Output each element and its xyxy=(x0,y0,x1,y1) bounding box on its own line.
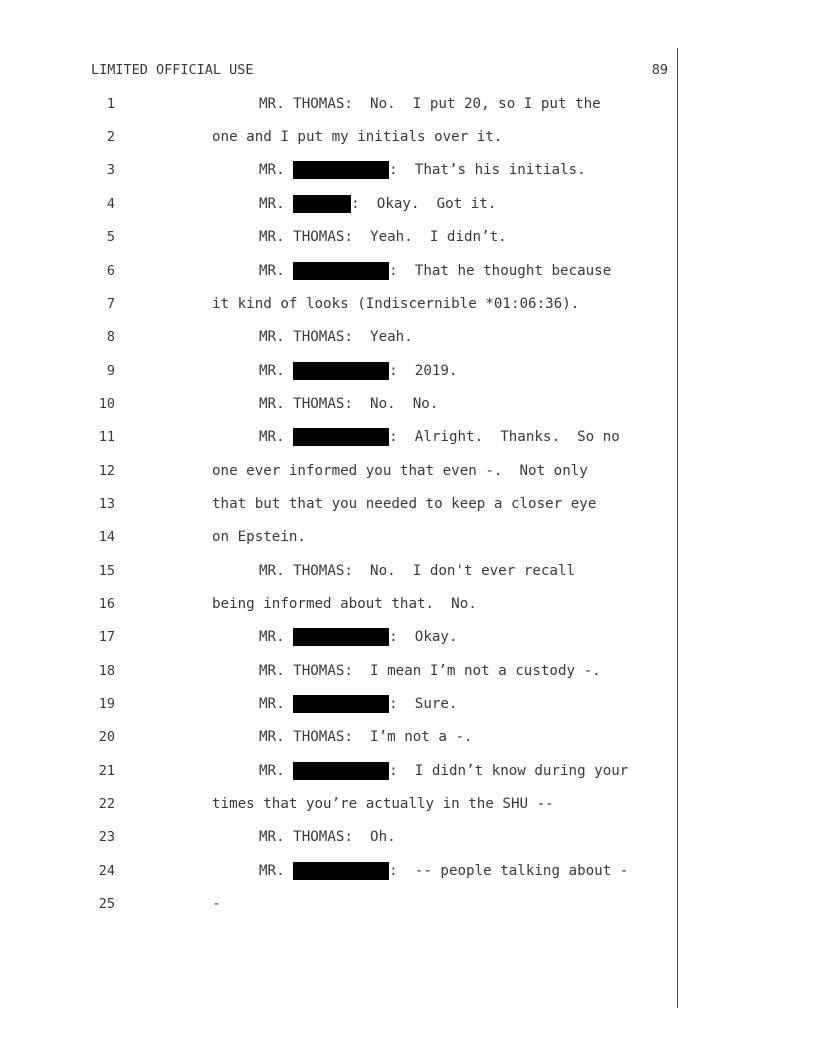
transcript-line xyxy=(212,528,306,546)
line-number: 14 xyxy=(98,529,115,545)
transcript-line xyxy=(212,295,579,313)
line-number: 15 xyxy=(98,563,115,579)
line-text: MR. xyxy=(259,763,294,779)
transcript-line xyxy=(212,495,596,513)
line-text: times that you’re actually in the SHU -- xyxy=(212,796,554,812)
redaction-box xyxy=(293,161,389,179)
line-text: MR. xyxy=(259,363,294,379)
line-text: MR. THOMAS: Oh. xyxy=(259,829,396,845)
line-text: : Okay. xyxy=(389,629,458,645)
transcript-line xyxy=(212,895,221,913)
line-text: : That he thought because xyxy=(389,263,612,279)
transcript-line xyxy=(259,95,601,113)
line-text: : That’s his initials. xyxy=(389,162,586,178)
line-number: 9 xyxy=(106,363,115,379)
transcript-line xyxy=(259,762,628,780)
line-number: 6 xyxy=(106,263,115,279)
transcript-line xyxy=(259,395,438,413)
line-number: 10 xyxy=(98,396,115,412)
line-text: one and I put my initials over it. xyxy=(212,129,503,145)
line-text: on Epstein. xyxy=(212,529,306,545)
transcript-line xyxy=(259,362,458,380)
redaction-box xyxy=(293,862,389,880)
page-header-classification: LIMITED OFFICIAL USE xyxy=(91,62,254,78)
line-number: 21 xyxy=(98,763,115,779)
line-text: MR. THOMAS: Yeah. xyxy=(259,329,413,345)
transcript-line xyxy=(212,462,588,480)
transcript-line xyxy=(212,128,502,146)
line-text: : 2019. xyxy=(389,363,458,379)
line-text: MR. THOMAS: No. I put 20, so I put the xyxy=(259,96,601,112)
line-text: MR. xyxy=(259,629,294,645)
line-number: 13 xyxy=(98,496,115,512)
transcript-line xyxy=(212,795,554,813)
line-number: 2 xyxy=(106,129,115,145)
line-text: MR. THOMAS: I mean I’m not a custody -. xyxy=(259,663,601,679)
line-text: MR. THOMAS: I’m not a -. xyxy=(259,729,473,745)
redaction-box xyxy=(293,762,389,780)
transcript-line xyxy=(259,862,628,880)
transcript-line xyxy=(259,428,620,446)
line-text: being informed about that. No. xyxy=(212,596,477,612)
line-text: it kind of looks (Indiscernible *01:06:36). xyxy=(212,296,580,312)
transcript-line xyxy=(259,195,496,213)
redaction-box xyxy=(293,428,389,446)
transcript-line xyxy=(259,662,601,680)
line-text: MR. xyxy=(259,162,294,178)
line-number: 11 xyxy=(98,429,115,445)
line-text: MR. xyxy=(259,696,294,712)
line-number: 8 xyxy=(106,329,115,345)
line-number: 19 xyxy=(98,696,115,712)
redaction-box xyxy=(293,362,389,380)
line-number: 25 xyxy=(98,896,115,912)
page-number: 89 xyxy=(651,62,668,78)
transcript-line xyxy=(259,228,507,246)
line-text: : -- people talking about - xyxy=(389,863,629,879)
line-text: MR. xyxy=(259,429,294,445)
line-number: 22 xyxy=(98,796,115,812)
line-number: 3 xyxy=(106,162,115,178)
line-number: 24 xyxy=(98,863,115,879)
line-number: 4 xyxy=(106,196,115,212)
line-text: : I didn’t know during your xyxy=(389,763,629,779)
redaction-box xyxy=(293,262,389,280)
transcript-line xyxy=(259,562,575,580)
redaction-box xyxy=(293,695,389,713)
transcript-line xyxy=(212,595,477,613)
line-text: MR. THOMAS: No. I don't ever recall xyxy=(259,563,576,579)
line-number: 7 xyxy=(106,296,115,312)
transcript-line xyxy=(259,161,586,179)
transcript-line xyxy=(259,828,396,846)
line-number: 5 xyxy=(106,229,115,245)
transcript-line xyxy=(259,695,458,713)
line-text: : Okay. Got it. xyxy=(351,196,497,212)
line-number: 12 xyxy=(98,463,115,479)
line-number: 18 xyxy=(98,663,115,679)
line-text: - xyxy=(212,896,221,912)
line-text: that but that you needed to keep a closer eye xyxy=(212,496,597,512)
line-text: MR. THOMAS: Yeah. I didn’t. xyxy=(259,229,507,245)
redaction-box xyxy=(293,195,351,213)
line-number: 23 xyxy=(98,829,115,845)
line-number: 20 xyxy=(98,729,115,745)
line-text: MR. xyxy=(259,263,294,279)
line-text: MR. xyxy=(259,863,294,879)
line-text: : Alright. Thanks. So no xyxy=(389,429,620,445)
transcript-line xyxy=(259,728,473,746)
line-text: one ever informed you that even -. Not only xyxy=(212,463,588,479)
transcript-line xyxy=(259,628,458,646)
line-text: : Sure. xyxy=(389,696,458,712)
redaction-box xyxy=(293,628,389,646)
line-text: MR. xyxy=(259,196,294,212)
line-number: 1 xyxy=(106,96,115,112)
transcript-line xyxy=(259,262,611,280)
line-number: 16 xyxy=(98,596,115,612)
line-number: 17 xyxy=(98,629,115,645)
right-margin-rule xyxy=(677,48,678,1008)
transcript-line xyxy=(259,328,413,346)
line-text: MR. THOMAS: No. No. xyxy=(259,396,439,412)
